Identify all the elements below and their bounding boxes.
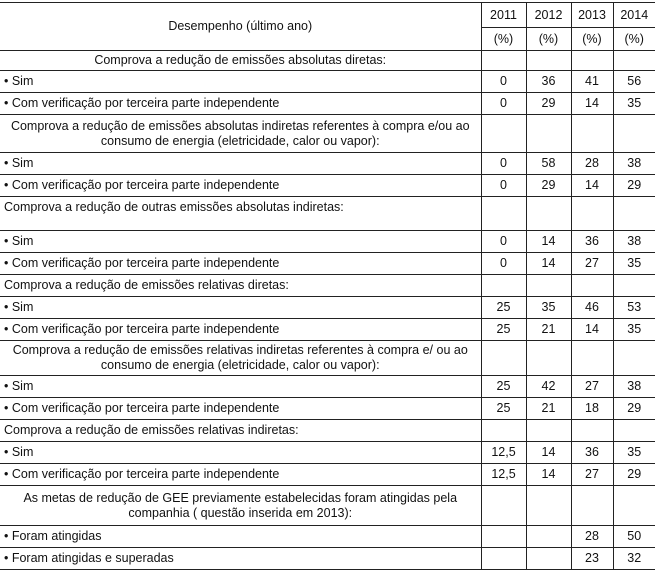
row-label: • Com verificação por terceira parte independente bbox=[0, 398, 481, 420]
value-2011: 12,5 bbox=[481, 442, 526, 464]
empty-cell bbox=[526, 197, 571, 231]
empty-cell bbox=[526, 341, 571, 376]
empty-cell bbox=[571, 197, 613, 231]
value-2013: 46 bbox=[571, 297, 613, 319]
section-title: Comprova a redução de outras emissões absolutas indiretas: bbox=[0, 197, 481, 231]
empty-cell bbox=[526, 420, 571, 442]
section-header-row bbox=[0, 275, 655, 297]
value-2012: 36 bbox=[526, 71, 571, 93]
value-2012: 21 bbox=[526, 319, 571, 341]
table-row bbox=[0, 398, 655, 420]
section-title: Comprova a redução de emissões absolutas indiretas referentes à compra e/ou ao consumo de energia (eletricidade, calor ou vapor): bbox=[0, 115, 481, 153]
empty-cell bbox=[481, 420, 526, 442]
table-row bbox=[0, 93, 655, 115]
value-2013: 36 bbox=[571, 442, 613, 464]
value-2013: 23 bbox=[571, 548, 613, 570]
empty-cell bbox=[613, 420, 655, 442]
year-2014: 2014 bbox=[613, 3, 655, 28]
value-2012: 14 bbox=[526, 231, 571, 253]
value-2011: 0 bbox=[481, 253, 526, 275]
row-label: • Foram atingidas bbox=[0, 526, 481, 548]
value-2014: 38 bbox=[613, 376, 655, 398]
value-2012: 14 bbox=[526, 464, 571, 486]
value-2014: 38 bbox=[613, 153, 655, 175]
table-row bbox=[0, 376, 655, 398]
value-2013: 27 bbox=[571, 253, 613, 275]
value-2012: 29 bbox=[526, 175, 571, 197]
empty-cell bbox=[613, 115, 655, 153]
value-2012 bbox=[526, 548, 571, 570]
empty-cell bbox=[526, 486, 571, 526]
empty-cell bbox=[481, 197, 526, 231]
value-2014: 35 bbox=[613, 442, 655, 464]
section-header-row bbox=[0, 420, 655, 442]
empty-cell bbox=[526, 51, 571, 71]
section-title: Comprova a redução de emissões relativas indiretas: bbox=[0, 420, 481, 442]
value-2011 bbox=[481, 548, 526, 570]
row-label: • Sim bbox=[0, 71, 481, 93]
year-2012: 2012 bbox=[526, 3, 571, 28]
value-2014: 53 bbox=[613, 297, 655, 319]
value-2013: 36 bbox=[571, 231, 613, 253]
row-label: • Com verificação por terceira parte independente bbox=[0, 464, 481, 486]
empty-cell bbox=[571, 115, 613, 153]
value-2013: 14 bbox=[571, 93, 613, 115]
empty-cell bbox=[613, 486, 655, 526]
header-title: Desempenho (último ano) bbox=[0, 3, 481, 51]
value-2011: 0 bbox=[481, 231, 526, 253]
value-2011: 25 bbox=[481, 376, 526, 398]
table-row bbox=[0, 253, 655, 275]
empty-cell bbox=[481, 341, 526, 376]
empty-cell bbox=[571, 275, 613, 297]
row-label: • Foram atingidas e superadas bbox=[0, 548, 481, 570]
table-row bbox=[0, 231, 655, 253]
value-2011: 0 bbox=[481, 175, 526, 197]
table-row bbox=[0, 548, 655, 570]
table-row bbox=[0, 175, 655, 197]
empty-cell bbox=[481, 275, 526, 297]
row-label: • Sim bbox=[0, 297, 481, 319]
value-2011 bbox=[481, 526, 526, 548]
row-label: • Sim bbox=[0, 231, 481, 253]
section-title: Comprova a redução de emissões relativas indiretas referentes à compra e/ ou ao consumo de energia (eletricidade, calor ou vapor): bbox=[0, 341, 481, 376]
value-2011: 0 bbox=[481, 71, 526, 93]
value-2011: 12,5 bbox=[481, 464, 526, 486]
value-2013: 41 bbox=[571, 71, 613, 93]
year-2011: 2011 bbox=[481, 3, 526, 28]
empty-cell bbox=[481, 51, 526, 71]
row-label: • Com verificação por terceira parte independente bbox=[0, 93, 481, 115]
value-2012: 29 bbox=[526, 93, 571, 115]
empty-cell bbox=[571, 51, 613, 71]
table-row bbox=[0, 526, 655, 548]
value-2014: 50 bbox=[613, 526, 655, 548]
value-2013: 14 bbox=[571, 175, 613, 197]
unit-label: (%) bbox=[613, 28, 655, 51]
row-label: • Sim bbox=[0, 153, 481, 175]
unit-label: (%) bbox=[481, 28, 526, 51]
unit-label: (%) bbox=[526, 28, 571, 51]
year-2013: 2013 bbox=[571, 3, 613, 28]
value-2014: 29 bbox=[613, 464, 655, 486]
section-header-row bbox=[0, 341, 655, 376]
value-2013: 28 bbox=[571, 153, 613, 175]
section-header-row bbox=[0, 197, 655, 231]
value-2013: 28 bbox=[571, 526, 613, 548]
value-2012: 21 bbox=[526, 398, 571, 420]
row-label: • Com verificação por terceira parte independente bbox=[0, 175, 481, 197]
value-2014: 56 bbox=[613, 71, 655, 93]
unit-label: (%) bbox=[571, 28, 613, 51]
value-2014: 35 bbox=[613, 93, 655, 115]
empty-cell bbox=[571, 420, 613, 442]
performance-table bbox=[0, 2, 655, 570]
table-row bbox=[0, 153, 655, 175]
empty-cell bbox=[571, 341, 613, 376]
value-2012: 14 bbox=[526, 253, 571, 275]
section-header-row bbox=[0, 486, 655, 526]
row-label: • Com verificação por terceira parte independente bbox=[0, 253, 481, 275]
value-2014: 32 bbox=[613, 548, 655, 570]
empty-cell bbox=[571, 486, 613, 526]
value-2014: 38 bbox=[613, 231, 655, 253]
empty-cell bbox=[613, 51, 655, 71]
value-2014: 35 bbox=[613, 319, 655, 341]
table-row bbox=[0, 464, 655, 486]
value-2011: 0 bbox=[481, 93, 526, 115]
table-row bbox=[0, 297, 655, 319]
table-row bbox=[0, 71, 655, 93]
value-2011: 25 bbox=[481, 297, 526, 319]
row-label: • Sim bbox=[0, 376, 481, 398]
value-2012: 42 bbox=[526, 376, 571, 398]
empty-cell bbox=[613, 197, 655, 231]
empty-cell bbox=[526, 115, 571, 153]
empty-cell bbox=[481, 486, 526, 526]
row-label: • Sim bbox=[0, 442, 481, 464]
value-2014: 35 bbox=[613, 253, 655, 275]
table-row bbox=[0, 442, 655, 464]
value-2011: 25 bbox=[481, 319, 526, 341]
value-2011: 0 bbox=[481, 153, 526, 175]
value-2011: 25 bbox=[481, 398, 526, 420]
value-2013: 27 bbox=[571, 464, 613, 486]
table-row bbox=[0, 319, 655, 341]
value-2013: 27 bbox=[571, 376, 613, 398]
empty-cell bbox=[526, 275, 571, 297]
section-header-row bbox=[0, 51, 655, 71]
value-2012 bbox=[526, 526, 571, 548]
value-2014: 29 bbox=[613, 398, 655, 420]
section-header-row bbox=[0, 115, 655, 153]
section-title: As metas de redução de GEE previamente estabelecidas foram atingidas pela companhia ( questão inserida em 2013): bbox=[0, 486, 481, 526]
section-title: Comprova a redução de emissões relativas diretas: bbox=[0, 275, 481, 297]
value-2012: 35 bbox=[526, 297, 571, 319]
empty-cell bbox=[613, 275, 655, 297]
row-label: • Com verificação por terceira parte independente bbox=[0, 319, 481, 341]
value-2014: 29 bbox=[613, 175, 655, 197]
empty-cell bbox=[613, 341, 655, 376]
value-2013: 14 bbox=[571, 319, 613, 341]
value-2012: 14 bbox=[526, 442, 571, 464]
empty-cell bbox=[481, 115, 526, 153]
value-2013: 18 bbox=[571, 398, 613, 420]
section-title: Comprova a redução de emissões absolutas diretas: bbox=[0, 51, 481, 71]
value-2012: 58 bbox=[526, 153, 571, 175]
header-row-years bbox=[0, 3, 655, 28]
